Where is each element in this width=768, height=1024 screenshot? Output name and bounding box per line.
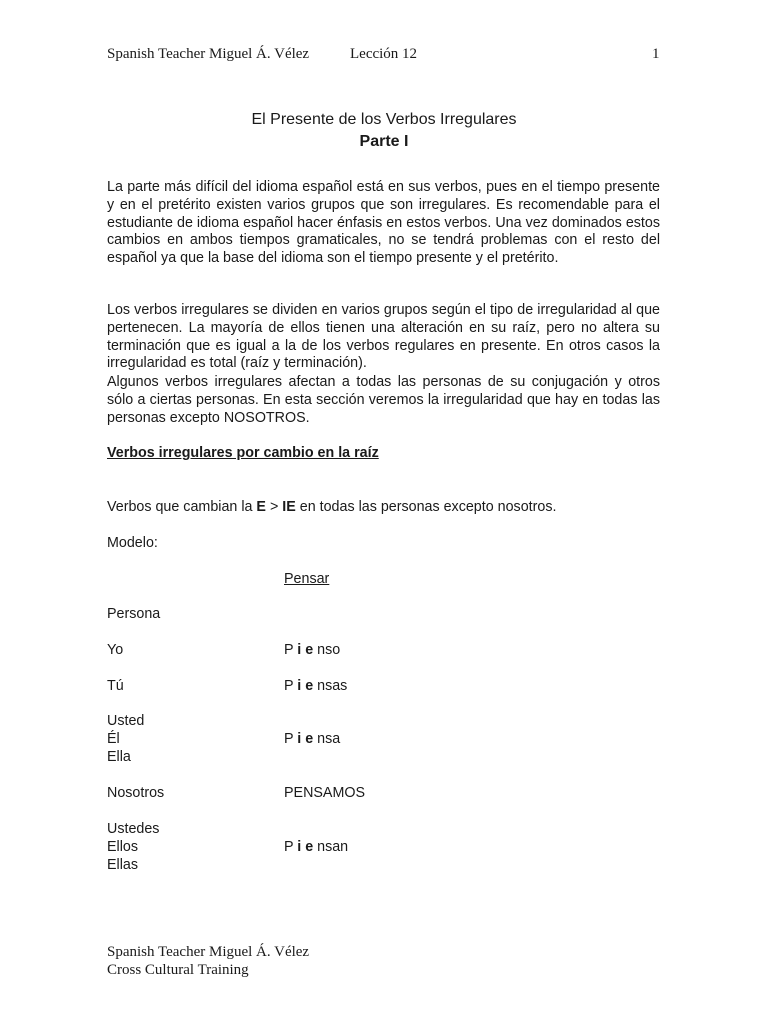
person-usted: Usted [107, 713, 145, 729]
intro-to: IE [282, 499, 296, 515]
paragraph-3: Algunos verbos irregulares afectan a todas las personas de su conjugación y otros sólo a ciertas personas. En esta sección veremos la irregularidad que hay en todas las personas excepto NOSOTROS. [107, 374, 660, 426]
person-ustedes: Ustedes [107, 821, 160, 837]
document-subtitle: Parte I [359, 133, 409, 150]
form-yo-pre: P [284, 642, 298, 658]
form-ustedes [284, 839, 348, 857]
form-tu-pre: P [284, 678, 298, 694]
form-usted-post: nsa [313, 731, 341, 747]
header-lesson: Lección 12 [350, 46, 418, 62]
person-ella: Ella [107, 749, 131, 765]
form-ustedes-post: nsan [313, 839, 349, 855]
form-yo-post: nso [313, 642, 341, 658]
verb-heading: Pensar [284, 571, 330, 587]
form-usted [284, 731, 340, 749]
form-usted-stem: i e [297, 731, 314, 747]
paragraph-2: Los verbos irregulares se dividen en varios grupos según el tipo de irregularidad al que pertenecen. La mayoría de ellos tienen una alteración en su raíz, pero no altera su terminación que es igual a la de los verbos regulares en presente. En otros casos la irregularidad es total (raíz y terminación). [107, 302, 660, 372]
form-yo [284, 642, 340, 660]
footer-organization: Cross Cultural Training [107, 962, 249, 978]
model-label: Modelo: [107, 535, 158, 551]
person-nosotros: Nosotros [107, 785, 165, 801]
form-tu-stem: i e [297, 678, 314, 694]
form-ustedes-stem: i e [297, 839, 314, 855]
person-ellos: Ellos [107, 839, 138, 855]
intro-sentence [107, 499, 556, 517]
form-yo-stem: i e [297, 642, 314, 658]
person-ellas: Ellas [107, 857, 138, 873]
intro-arrow: > [265, 499, 283, 515]
document-title: El Presente de los Verbos Irregulares [251, 111, 517, 128]
header-author: Spanish Teacher Miguel Á. Vélez [107, 46, 310, 62]
section-heading: Verbos irregulares por cambio en la raíz [107, 445, 379, 461]
intro-after: en todas las personas excepto nosotros. [295, 499, 557, 515]
form-nosotros: PENSAMOS [284, 785, 366, 801]
paragraph-1: La parte más difícil del idioma español está en sus verbos, pues en el tiempo presente y en el pretérito existen varios grupos que son irregulares. Es recomendable para el estudiante de idioma español hacer énfasis en estos verbos. Una vez dominados estos cambios en ambos tiempos gramaticales, no se tendrá problemas con el resto del español ya que la base del idioma son el tiempo presente y el pretérito. [107, 179, 660, 267]
intro-before: Verbos que cambian la [107, 499, 257, 515]
form-tu [284, 678, 347, 696]
form-ustedes-pre: P [284, 839, 298, 855]
persona-label: Persona [107, 606, 161, 622]
person-el: Él [107, 731, 120, 747]
form-usted-pre: P [284, 731, 298, 747]
form-tu-post: nsas [313, 678, 348, 694]
person-tu: Tú [107, 678, 124, 694]
intro-from: E [256, 499, 266, 515]
page-number: 1 [652, 46, 660, 62]
footer-author: Spanish Teacher Miguel Á. Vélez [107, 944, 310, 960]
person-yo: Yo [107, 642, 124, 658]
